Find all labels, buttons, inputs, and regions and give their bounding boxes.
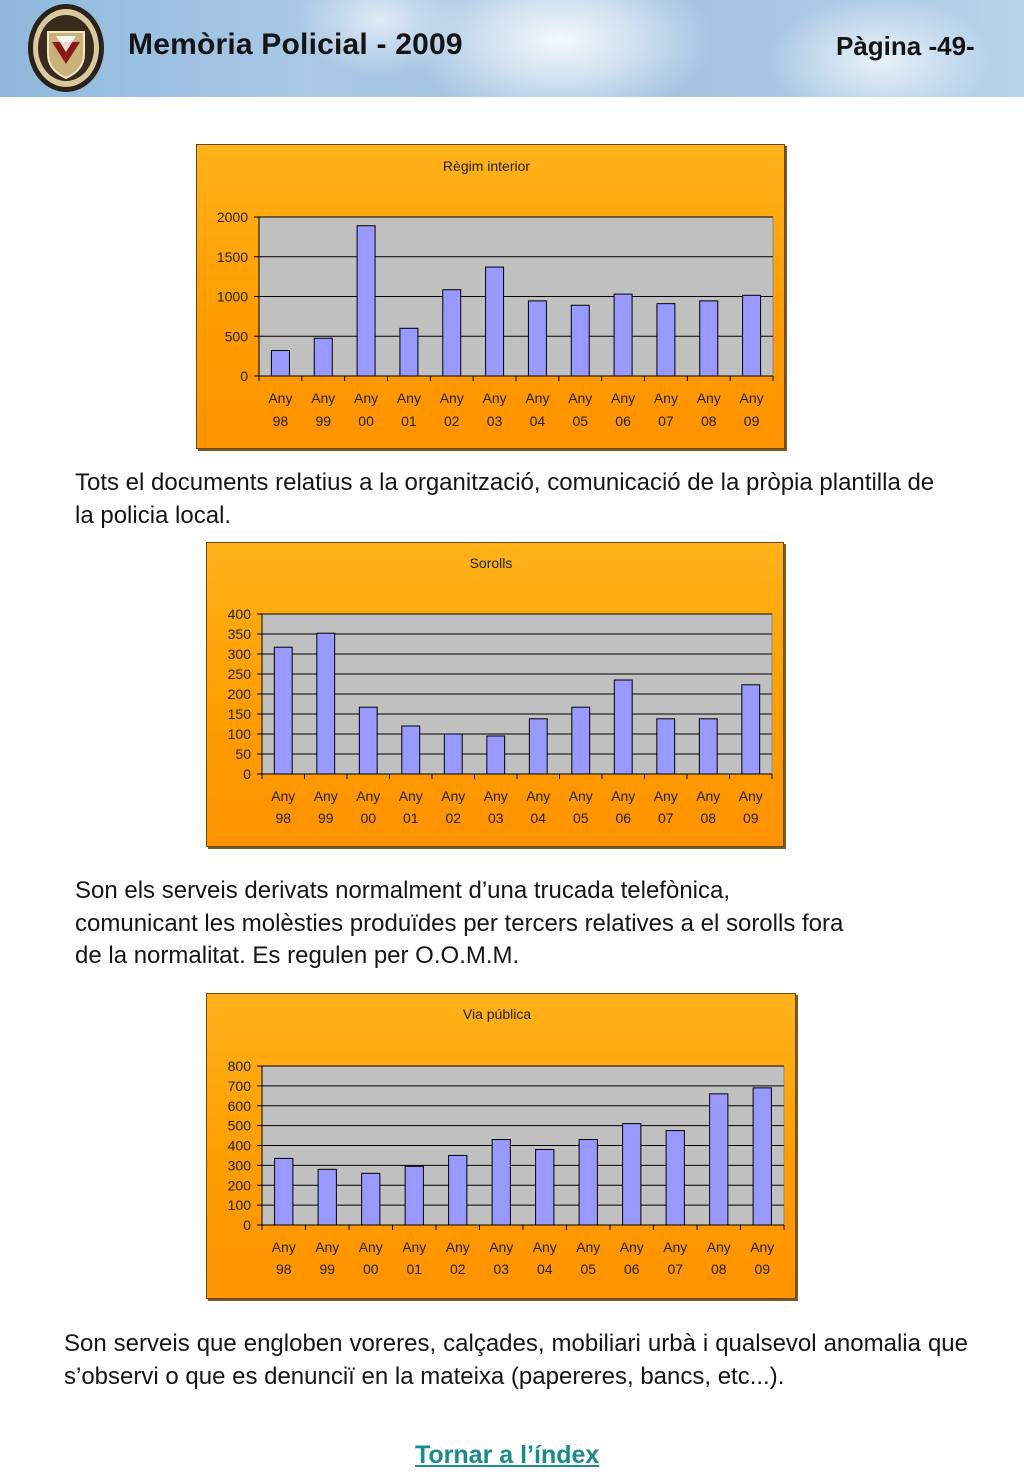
paragraph-sorolls-line-1: Son els serveis derivats normalment d’una trucada telefònica,: [75, 877, 731, 904]
chart-regim-interior: [196, 144, 785, 449]
x-tick-label: Any: [568, 788, 593, 804]
y-tick-label: 1000: [216, 288, 248, 305]
bar: [529, 719, 547, 774]
chart-title: Sorolls: [469, 555, 513, 571]
x-tick-label-year: 05: [572, 810, 589, 826]
bar: [753, 1088, 771, 1225]
bar: [444, 734, 462, 774]
y-tick-label: 800: [227, 1058, 251, 1074]
x-tick-label: Any: [268, 390, 293, 406]
x-tick-label: Any: [483, 788, 508, 804]
x-tick-label: Any: [576, 1239, 601, 1255]
x-tick-label-year: 00: [360, 810, 377, 826]
bar: [492, 1140, 510, 1225]
x-tick-label-year: 04: [529, 413, 546, 429]
x-tick-label-year: 99: [319, 1261, 336, 1277]
page-header: [0, 0, 1024, 97]
x-tick-label: Any: [653, 788, 678, 804]
bar: [710, 1094, 728, 1225]
x-tick-label: Any: [653, 390, 678, 406]
bar: [314, 338, 332, 376]
bar: [274, 647, 292, 774]
x-tick-label: Any: [313, 788, 338, 804]
bar: [357, 226, 375, 376]
x-tick-label: Any: [739, 390, 764, 406]
paragraph-sorolls-line-2: comunicant les molèsties produïdes per tercers relatives a el sorolls fora: [75, 909, 844, 937]
bar: [614, 294, 632, 376]
x-tick-label: Any: [396, 390, 421, 406]
x-tick-label-year: 98: [275, 810, 292, 826]
bar: [449, 1155, 467, 1225]
x-tick-label-year: 99: [315, 413, 332, 429]
bar: [359, 707, 377, 774]
x-tick-label: Any: [696, 788, 721, 804]
chart-title: Via pública: [462, 1006, 532, 1022]
bar: [743, 295, 761, 376]
x-tick-label: Any: [441, 788, 466, 804]
x-tick-label: Any: [525, 390, 550, 406]
x-tick-label-year: 01: [402, 810, 419, 826]
y-tick-label: 50: [235, 746, 251, 762]
x-tick-label: Any: [439, 390, 464, 406]
x-tick-label: Any: [738, 788, 763, 804]
x-tick-label: Any: [271, 1239, 296, 1255]
bar: [579, 1140, 597, 1225]
y-tick-label: 0: [243, 766, 251, 782]
x-tick-label-year: 08: [700, 810, 717, 826]
x-tick-label-year: 04: [530, 810, 547, 826]
page-number: Pàgina -49-: [836, 31, 975, 61]
x-tick-label-year: 00: [362, 1261, 379, 1277]
bar: [623, 1124, 641, 1225]
y-tick-label: 400: [227, 1137, 251, 1154]
bar: [572, 707, 590, 774]
y-tick-label: 200: [227, 1177, 251, 1194]
x-tick-label-year: 08: [700, 413, 717, 429]
x-tick-label-year: 05: [572, 413, 589, 429]
bar: [699, 719, 717, 774]
x-tick-label: Any: [532, 1239, 557, 1255]
y-tick-label: 0: [243, 1217, 251, 1233]
x-tick-label-year: 02: [449, 1261, 466, 1277]
bar: [402, 726, 420, 774]
x-tick-label-year: 08: [710, 1261, 727, 1277]
x-tick-label-year: 06: [623, 1261, 640, 1277]
x-tick-label-year: 98: [272, 413, 289, 429]
x-tick-label-year: 04: [536, 1261, 553, 1277]
y-tick-label: 400: [227, 606, 251, 622]
bar: [571, 305, 589, 376]
x-tick-label: Any: [750, 1239, 775, 1255]
y-tick-label: 600: [227, 1097, 251, 1114]
x-tick-label: Any: [663, 1239, 688, 1255]
x-tick-label-year: 01: [406, 1261, 423, 1277]
x-tick-label: Any: [358, 1239, 383, 1255]
bar: [317, 633, 335, 774]
y-tick-label: 300: [227, 1157, 251, 1174]
y-tick-label: 500: [227, 1117, 251, 1134]
x-tick-label-year: 99: [317, 810, 334, 826]
bar: [271, 351, 289, 376]
x-tick-label-year: 02: [445, 810, 462, 826]
bar: [666, 1131, 684, 1225]
chart-via-publica: [206, 993, 796, 1299]
x-tick-label: Any: [611, 788, 636, 804]
x-tick-label-year: 00: [358, 413, 374, 429]
bar: [443, 290, 461, 376]
bar: [318, 1169, 336, 1225]
paragraph-sorolls-line-3: de la normalitat. Es regulen per O.O.M.M.: [75, 942, 520, 969]
bar: [486, 267, 504, 376]
x-tick-label-year: 03: [493, 1261, 510, 1277]
x-tick-label-year: 09: [742, 810, 759, 826]
back-to-index-link[interactable]: Tornar a l’índex: [415, 1441, 600, 1469]
bar: [362, 1173, 380, 1225]
x-tick-label-year: 07: [657, 810, 674, 826]
bar: [275, 1158, 293, 1225]
x-tick-label: Any: [706, 1239, 731, 1255]
x-tick-label-year: 01: [401, 413, 417, 429]
y-tick-label: 2000: [216, 209, 248, 225]
x-tick-label: Any: [619, 1239, 644, 1255]
bar: [700, 301, 718, 376]
x-tick-label: Any: [568, 390, 593, 406]
x-tick-label: Any: [489, 1239, 514, 1255]
y-tick-label: 150: [227, 706, 251, 722]
y-tick-label: 250: [227, 666, 251, 682]
x-tick-label: Any: [354, 390, 379, 406]
bar: [400, 328, 418, 376]
chart-sorolls: [206, 542, 784, 847]
y-tick-label: 100: [227, 726, 251, 742]
x-tick-label-year: 02: [443, 413, 460, 429]
x-tick-label-year: 03: [486, 413, 503, 429]
bar: [487, 736, 505, 774]
x-tick-label-year: 98: [275, 1261, 292, 1277]
x-tick-label-year: 06: [615, 810, 632, 826]
bar: [614, 680, 632, 774]
x-tick-label: Any: [445, 1239, 470, 1255]
bar: [536, 1149, 554, 1225]
x-tick-label: Any: [611, 390, 636, 406]
bar: [405, 1166, 423, 1225]
x-tick-label: Any: [311, 390, 336, 406]
x-tick-label-year: 05: [580, 1261, 597, 1277]
chart-svg: [197, 145, 784, 448]
bar: [657, 719, 675, 774]
x-tick-label-year: 09: [754, 1261, 771, 1277]
paragraph-regim-interior: Tots el documents relatius a la organització, comunicació de la pròpia plantilla de la policia local.: [75, 469, 935, 529]
x-tick-label: Any: [526, 788, 551, 804]
y-tick-label: 300: [227, 646, 251, 662]
x-tick-label: Any: [402, 1239, 427, 1255]
police-badge-icon: [26, 2, 106, 94]
x-tick-label-year: 03: [487, 810, 504, 826]
x-tick-label: Any: [482, 390, 507, 406]
y-tick-label: 1500: [216, 248, 248, 265]
bar: [657, 304, 675, 376]
x-tick-label-year: 06: [615, 413, 631, 429]
x-tick-label-year: 07: [658, 413, 674, 429]
x-tick-label: Any: [356, 788, 381, 804]
x-tick-label: Any: [271, 788, 296, 804]
paragraph-sorolls: [75, 875, 975, 973]
y-tick-label: 700: [227, 1077, 251, 1094]
bar: [742, 685, 760, 774]
bar: [528, 301, 546, 376]
chart-title: Règim interior: [442, 158, 531, 174]
y-tick-label: 350: [227, 626, 251, 642]
paragraph-via-publica: Son serveis que engloben voreres, calçades, mobiliari urbà i qualsevol anomalia que s’observi o que es denunciï en la mateixa (papereres, bancs, etc...).: [64, 1330, 968, 1390]
x-tick-label-year: 07: [667, 1261, 684, 1277]
x-tick-label: Any: [696, 390, 721, 406]
x-tick-label: Any: [398, 788, 423, 804]
y-tick-label: 0: [240, 368, 248, 384]
chart-svg: [207, 994, 795, 1298]
page-title: Memòria Policial - 2009: [128, 28, 463, 61]
y-tick-label: 500: [224, 328, 248, 345]
y-tick-label: 100: [227, 1197, 251, 1214]
chart-svg: [207, 543, 783, 846]
y-tick-label: 200: [227, 686, 251, 702]
x-tick-label-year: 09: [743, 413, 760, 429]
x-tick-label: Any: [315, 1239, 340, 1255]
